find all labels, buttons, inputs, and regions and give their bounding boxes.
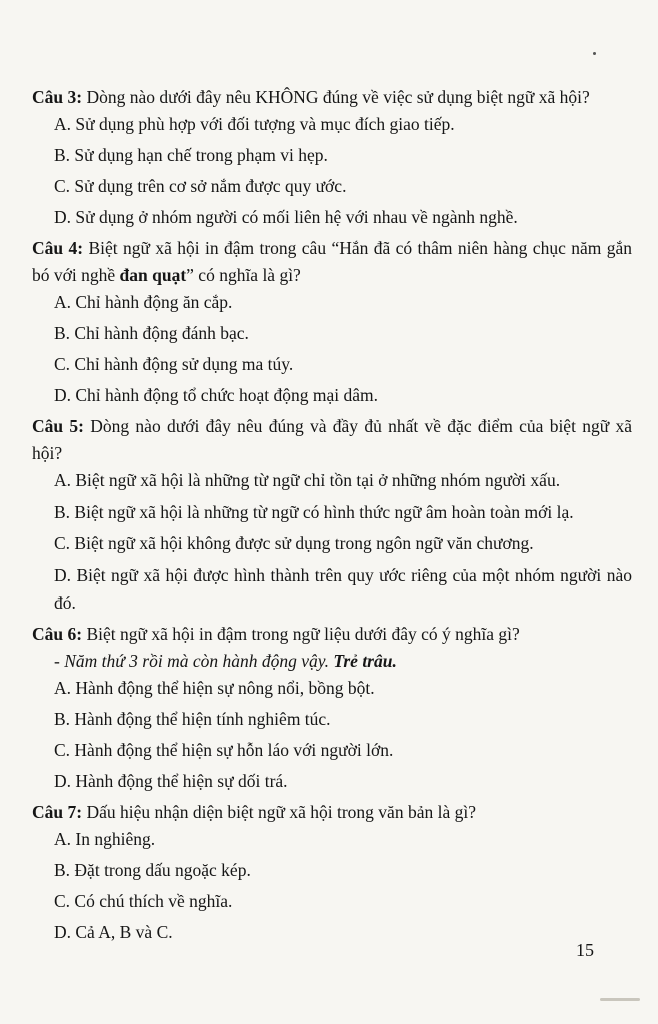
question-4-option-b: B. Chỉ hành động đánh bạc. [54, 323, 249, 343]
question-5-option-c: C. Biệt ngữ xã hội không được sử dụng trong ngôn ngữ văn chương. [54, 533, 534, 553]
question-6-example-bold: Trẻ trâu. [333, 651, 397, 671]
question-5 [32, 413, 632, 617]
page-smudge [600, 998, 640, 1001]
question-5-option-b: B. Biệt ngữ xã hội là những từ ngữ có hình thức ngữ âm hoàn toàn mới lạ. [54, 502, 574, 522]
question-5-stem [32, 413, 632, 467]
question-5-number: Câu 5: [32, 416, 84, 436]
question-5-text: Dòng nào dưới đây nêu đúng và đầy đủ nhất về đặc điểm của biệt ngữ xã hội? [32, 416, 632, 463]
question-7-option-c: C. Có chú thích về nghĩa. [54, 891, 233, 911]
question-6-option-d: D. Hành động thể hiện sự dối trá. [54, 771, 288, 791]
question-6-stem [32, 621, 632, 648]
question-6-option-a: A. Hành động thể hiện sự nông nổi, bồng bột. [54, 678, 375, 698]
question-3-number: Câu 3: [32, 87, 83, 107]
question-6-option-b: B. Hành động thể hiện tính nghiêm túc. [54, 709, 331, 729]
question-3-option-a: A. Sử dụng phù hợp với đối tượng và mục đích giao tiếp. [54, 114, 455, 134]
question-4-option-d: D. Chỉ hành động tổ chức hoạt động mại dâm. [54, 385, 378, 405]
question-list [32, 84, 632, 950]
question-4-number: Câu 4: [32, 238, 84, 258]
question-4-text-after: ” có nghĩa là gì? [186, 265, 301, 285]
question-3-text: Dòng nào dưới đây nêu KHÔNG đúng về việc sử dụng biệt ngữ xã hội? [82, 87, 590, 107]
question-7-text: Dấu hiệu nhận diện biệt ngữ xã hội trong văn bản là gì? [82, 802, 476, 822]
question-6 [32, 621, 632, 795]
question-3-option-c: C. Sử dụng trên cơ sở nắm được quy ước. [54, 176, 347, 196]
question-7 [32, 799, 632, 946]
question-6-option-c: C. Hành động thể hiện sự hỗn láo với người lớn. [54, 740, 394, 760]
page-number: 15 [576, 940, 594, 960]
question-7-number: Câu 7: [32, 802, 83, 822]
question-4-option-c: C. Chỉ hành động sử dụng ma túy. [54, 354, 294, 374]
question-4-stem [32, 235, 632, 289]
print-dot [593, 52, 596, 55]
question-4-option-a: A. Chỉ hành động ăn cắp. [54, 292, 233, 312]
question-6-example-text: - Năm thứ 3 rồi mà còn hành động vậy. [54, 651, 334, 671]
question-7-option-a: A. In nghiêng. [54, 829, 156, 849]
question-5-option-d: D. Biệt ngữ xã hội được hình thành trên quy ước riêng của một nhóm người nào đó. [54, 565, 632, 613]
question-7-option-d: D. Cả A, B và C. [54, 922, 173, 942]
question-3-option-b: B. Sử dụng hạn chế trong phạm vi hẹp. [54, 145, 328, 165]
question-6-text: Biệt ngữ xã hội in đậm trong ngữ liệu dưới đây có ý nghĩa gì? [82, 624, 520, 644]
question-7-stem [32, 799, 632, 826]
question-4 [32, 235, 632, 409]
question-4-bold-term: đan quạt [119, 265, 187, 285]
question-3-stem [32, 84, 632, 111]
question-6-example [54, 648, 632, 675]
question-3-option-d: D. Sử dụng ở nhóm người có mối liên hệ với nhau về ngành nghề. [54, 207, 518, 227]
question-7-option-b: B. Đặt trong dấu ngoặc kép. [54, 860, 251, 880]
question-3 [32, 84, 632, 231]
question-6-number: Câu 6: [32, 624, 83, 644]
question-4-text-before: Biệt ngữ xã hội in đậm trong câu “Hắn đã có thâm niên hàng chục năm gắn bó với nghề [32, 238, 632, 285]
question-5-option-a: A. Biệt ngữ xã hội là những từ ngữ chỉ tồn tại ở những nhóm người xấu. [54, 470, 561, 490]
